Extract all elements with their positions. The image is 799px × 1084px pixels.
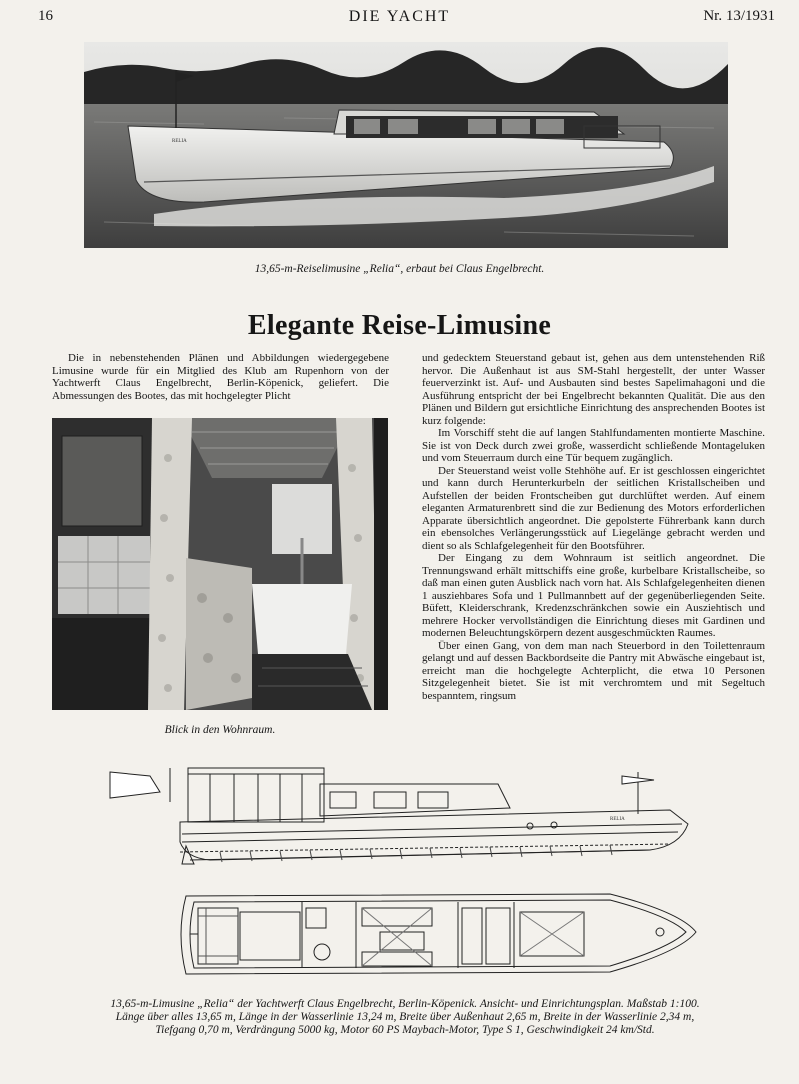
magazine-title: DIE YACHT bbox=[348, 8, 451, 25]
article-right-column bbox=[422, 352, 765, 702]
plan-caption-line: Tiefgang 0,70 m, Verdrängung 5000 kg, Motor 60 PS Maybach-Motor, Type S 1, Geschwindigkeit 24 km/Std. bbox=[155, 1024, 655, 1036]
issue-number: Nr. 13/1931 bbox=[703, 8, 775, 24]
hull-name-text: RELIA bbox=[172, 139, 187, 144]
article-paragraph: Die in nebenstehenden Plänen und Abbildungen wiedergegebene Limusine wurde für ein Mitglied des Klub am Rupenhorn von der Yachtwerft Claus Engelbrecht, Berlin-Köpenick, geliefert. Die Abmessungen des Bootes, das mit hochgelegter Plicht bbox=[52, 352, 389, 402]
article-paragraph: und gedecktem Steuerstand gebaut ist, gehen aus dem untenstehenden Riß hervor. Die Außenhaut ist aus SM-Stahl hergestellt, der unter Wasser feuerverzinkt ist. Auf- und Ausbauten sind bestes Sapelimahagoni und die Ausführung entspricht der bei Engelbrecht bekannten Qualität. Die aus den Plänen und Bildern gut ersichtliche Einrichtung des ansprechenden Bootes ist kurz folgende: bbox=[422, 352, 765, 427]
article-paragraph: Im Vorschiff steht die auf langen Stahlfundamenten montierte Maschine. Sie ist von Deck durch zwei große, wasserdicht schließende Montageluken und vom Steuerraum durch eine Tür bequem zugänglich. bbox=[422, 427, 765, 464]
interior-photo-illustration bbox=[52, 418, 388, 710]
boat-photo-illustration bbox=[84, 42, 728, 248]
running-header bbox=[0, 8, 799, 28]
interior-photo bbox=[52, 418, 388, 710]
boat-photo-caption: 13,65-m-Reiselimusine „Relia“, erbaut bei Claus Engelbrecht. bbox=[254, 263, 545, 275]
interior-photo-caption: Blick in den Wohnraum. bbox=[164, 724, 276, 736]
plan-caption bbox=[40, 998, 770, 1037]
boat-plan-drawing bbox=[90, 762, 710, 992]
article-left-column bbox=[52, 352, 389, 402]
article-paragraph: Der Steuerstand weist volle Stehhöhe auf. Er ist geschlossen eingerichtet und kann durch Herunterkurbeln der seitlichen Kristallscheiben und Aufstellen der beiden Frontscheiben gut durchlüftet werden. Auf einem eleganten Armaturenbrett sind die zur Bedienung des Motors erforderlichen Apparate übersichtlich angeordnet. Die gepolsterte Führerbank kann durch ein ebensolches Verlängerungsstück auf Liegelänge gebracht werden und dient so als Schlafgelegenheit für den Bootsführer. bbox=[422, 464, 765, 552]
article-paragraph: Über einen Gang, von dem man nach Steuerbord in den Toilettenraum gelangt und auf dessen Backbordseite die Pantry mit Abwäsche eingebaut ist, erreicht man die hochgelegte Achterplicht, die etwa 10 Personen Sitzgelegenheit bietet. Sie ist mit verchromtem und mit Segeltuch bespanntem, ringsum bbox=[422, 639, 765, 702]
plan-hull-name-text: RELIA bbox=[610, 817, 625, 822]
page-number: 16 bbox=[38, 8, 53, 24]
article-title: Elegante Reise-Limusine bbox=[247, 310, 552, 341]
plan-caption-line: 13,65-m-Limusine „Relia“ der Yachtwerft Claus Engelbrecht, Berlin-Köpenick. Ansicht- und Einrichtungsplan. Maßstab 1:100. bbox=[110, 998, 700, 1010]
plan-illustration bbox=[90, 762, 710, 992]
article-paragraph: Der Eingang zu dem Wohnraum ist seitlich angeordnet. Die Trennungswand erhält mittschiffs eine große, kurbelbare Kristallscheibe, so daß man einen guten Ausblick nach vorn hat. Als Schlafgelegenheiten dienen 1 ausziehbares Sofa und 1 Pullmannbett auf der gegenüberliegenden Seite. Büfett, Kleiderschrank, Kredenzschränkchen sowie ein Ausziehtisch und mehrere Hocker vervollständigen die Einrichtung dieses mit Gardinen und modernen Beleuchtungskörpern dezent ausgeschmückten Raumes. bbox=[422, 552, 765, 639]
boat-photo bbox=[84, 42, 728, 248]
plan-caption-line: Länge über alles 13,65 m, Länge in der Wasserlinie 13,24 m, Breite über Außenhaut 2,65 m, Breite in der Wasserlinie 2,34 m, bbox=[115, 1011, 695, 1023]
